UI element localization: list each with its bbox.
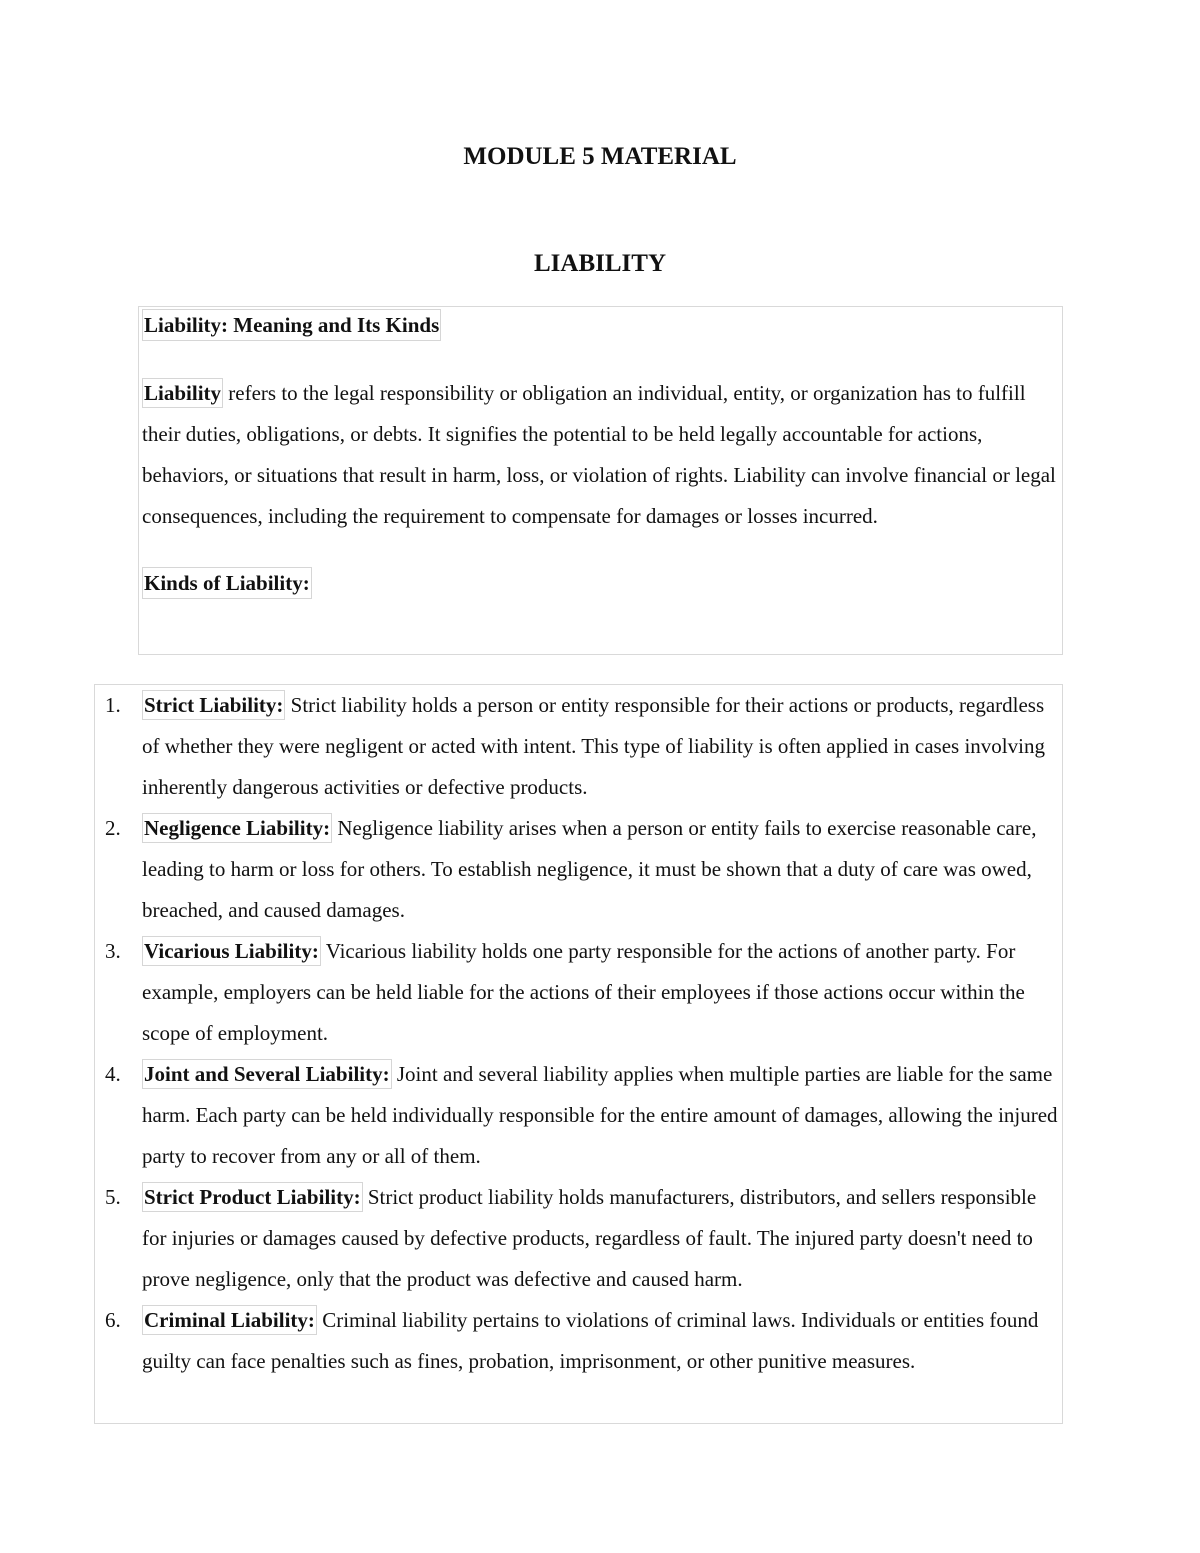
document-title: MODULE 5 MATERIAL	[463, 143, 737, 170]
item-text: Joint and several liability applies when multiple parties are liable for the same harm. Each party can be held individually responsible for the entire amount of damages, allowing the injured party to recover from any or all of them.	[142, 1062, 1058, 1168]
item-term: Criminal Liability:	[142, 1305, 317, 1335]
intro-section	[138, 306, 1063, 655]
list-item	[95, 1300, 1062, 1382]
item-text: Strict liability holds a person or entity responsible for their actions or products, regardless of whether they were negligent or acted with intent. This type of liability is often applied in cases involving inherently dangerous activities or defective products.	[142, 693, 1045, 799]
item-number: 6.	[105, 1308, 121, 1332]
liability-definition	[142, 373, 1058, 537]
kinds-list-section	[94, 684, 1063, 1424]
item-term: Strict Liability:	[142, 690, 285, 720]
item-number: 3.	[105, 939, 121, 963]
list-item	[95, 685, 1062, 808]
definition-text: refers to the legal responsibility or obligation an individual, entity, or organization has to fulfill their duties, obligations, or debts. It signifies the potential to be held legally accountable for actions, behaviors, or situations that result in harm, loss, or violation of rights. Liability can involve financial or legal consequences, including the requirement to compensate for damages or losses incurred.	[142, 381, 1056, 528]
item-text: Negligence liability arises when a person or entity fails to exercise reasonable care, leading to harm or loss for others. To establish negligence, it must be shown that a duty of care was owed, breached, and caused damages.	[142, 816, 1037, 922]
kinds-list	[95, 685, 1062, 1382]
item-number: 2.	[105, 816, 121, 840]
item-term: Joint and Several Liability:	[142, 1059, 392, 1089]
intro-heading: Liability: Meaning and Its Kinds	[142, 309, 441, 341]
section-title: LIABILITY	[534, 250, 666, 277]
list-item	[95, 1054, 1062, 1177]
item-term: Vicarious Liability:	[142, 936, 321, 966]
list-item	[95, 931, 1062, 1054]
item-term: Negligence Liability:	[142, 813, 332, 843]
item-text: Vicarious liability holds one party responsible for the actions of another party. For example, employers can be held liable for the actions of their employees if those actions occur within the scope of employment.	[142, 939, 1025, 1045]
liability-term: Liability	[142, 378, 223, 408]
list-item	[95, 1177, 1062, 1300]
list-item	[95, 808, 1062, 931]
kinds-heading: Kinds of Liability:	[142, 567, 312, 599]
item-number: 1.	[105, 693, 121, 717]
item-number: 4.	[105, 1062, 121, 1086]
item-number: 5.	[105, 1185, 121, 1209]
item-text: Criminal liability pertains to violations of criminal laws. Individuals or entities found guilty can face penalties such as fines, probation, imprisonment, or other punitive measures.	[142, 1308, 1039, 1373]
item-text: Strict product liability holds manufacturers, distributors, and sellers responsible for injuries or damages caused by defective products, regardless of fault. The injured party doesn't need to prove negligence, only that the product was defective and caused harm.	[142, 1185, 1037, 1291]
item-term: Strict Product Liability:	[142, 1182, 363, 1212]
